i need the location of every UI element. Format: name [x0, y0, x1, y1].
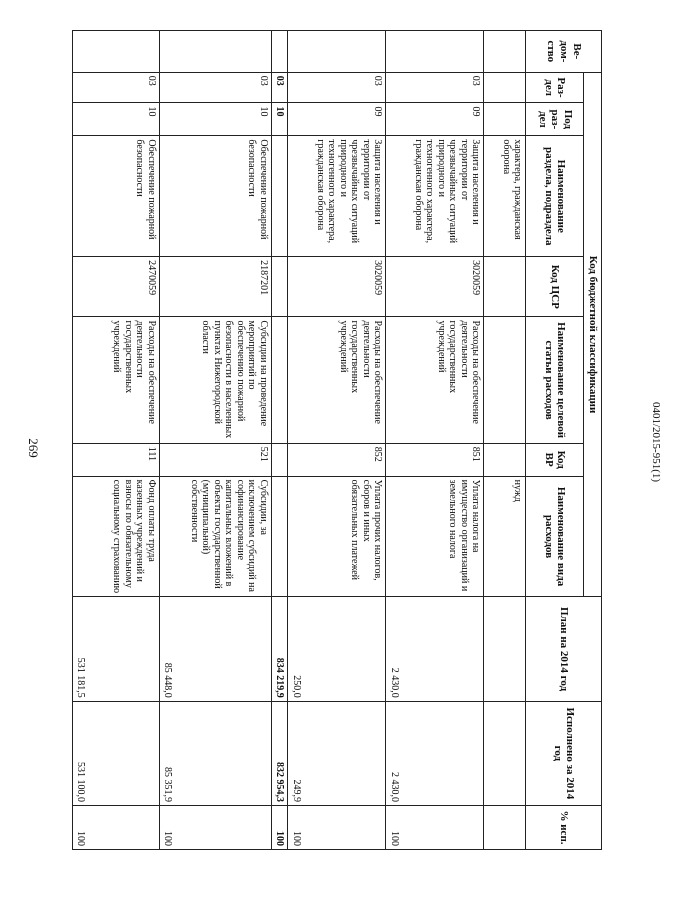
table-row	[386, 31, 484, 850]
header-razdel: Раз-дел	[526, 72, 584, 103]
table-row	[288, 31, 386, 850]
cell-csr-name	[271, 317, 288, 443]
cell-vedomstvo	[386, 31, 484, 73]
cell-vr: 852	[288, 443, 386, 476]
cell-vr-name: Субсидии, за исключением субсидий на софинансирование капитальных вложений в объекты государственной (муниципальной) собственности	[159, 476, 271, 597]
cell-razdel: 03	[159, 72, 271, 103]
cell-csr: 2470059	[73, 257, 160, 317]
header-vr-name: Наименование вида расходов	[526, 476, 584, 597]
cell-csr-name: Расходы на обеспечение деятельности государственных учреждений	[73, 317, 160, 443]
cell-ispolneno: 85 351,9	[159, 701, 271, 805]
cell-vr-name	[271, 476, 288, 597]
cell-plan: 834 219,9	[271, 597, 288, 701]
cell-podrazdel	[484, 103, 526, 136]
cell-percent: 100	[271, 806, 288, 850]
cell-vr: 521	[159, 443, 271, 476]
cell-plan: 85 448,0	[159, 597, 271, 701]
cell-vr-name: Фонд оплаты труда казенных учреждений и взносы по обязательному социальному страхованию	[73, 476, 160, 597]
cell-plan: 531 181,5	[73, 597, 160, 701]
cell-csr-name	[484, 317, 526, 443]
cell-podrazdel: 10	[73, 103, 160, 136]
cell-razdel: 03	[73, 72, 160, 103]
cell-plan: 2 430,0	[386, 597, 484, 701]
cell-razdel: 03	[386, 72, 484, 103]
budget-classification-table	[72, 30, 602, 850]
cell-razdel-name: Защита населения и территории от чрезвычайных ситуаций природного и техногенного характера, гражданская оборона	[288, 136, 386, 257]
header-csr: Код ЦСР	[526, 257, 584, 317]
cell-podrazdel: 09	[386, 103, 484, 136]
cell-vr-name: Уплата прочих налогов, сборов и иных обязательных платежей	[288, 476, 386, 597]
cell-percent: 100	[73, 806, 160, 850]
cell-percent: 100	[386, 806, 484, 850]
cell-csr: 2187201	[159, 257, 271, 317]
cell-ispolneno: 2 430,0	[386, 701, 484, 805]
cell-vedomstvo	[484, 31, 526, 73]
cell-csr-name: Расходы на обеспечение деятельности государственных учреждений	[288, 317, 386, 443]
cell-podrazdel: 09	[288, 103, 386, 136]
cell-vr: 111	[73, 443, 160, 476]
cell-ispolneno: 249,9	[288, 701, 386, 805]
budget-table-container	[72, 30, 602, 850]
cell-ispolneno: 531 100,0	[73, 701, 160, 805]
table-row	[484, 31, 526, 850]
cell-razdel-name: Обеспечение пожарной безопасности	[73, 136, 160, 257]
header-plan: План на 2014 год	[526, 597, 602, 701]
header-vr: Код ВР	[526, 443, 584, 476]
cell-razdel-name: Защита населения и территории от чрезвычайных ситуаций природного и техногенного характера, гражданская оборона	[386, 136, 484, 257]
table-row	[159, 31, 271, 850]
cell-percent: 100	[159, 806, 271, 850]
cell-vr-name: нужд	[484, 476, 526, 597]
cell-vedomstvo	[159, 31, 271, 73]
cell-ispolneno: 832 954,3	[271, 701, 288, 805]
cell-csr-name: Расходы на обеспечение деятельности государственных учреждений	[386, 317, 484, 443]
header-percent: % исп.	[526, 806, 602, 850]
rotated-table	[72, 30, 602, 850]
cell-csr	[484, 257, 526, 317]
document-code: 0401/2015-951(1)	[650, 401, 663, 483]
header-csr-name: Наименование целевой статьи расходов	[526, 317, 584, 443]
cell-podrazdel: 10	[271, 103, 288, 136]
cell-razdel	[484, 72, 526, 103]
cell-csr	[271, 257, 288, 317]
cell-plan: 250,0	[288, 597, 386, 701]
cell-percent	[484, 806, 526, 850]
cell-csr: 3020059	[288, 257, 386, 317]
cell-razdel: 03	[271, 72, 288, 103]
cell-csr: 3020059	[386, 257, 484, 317]
header-group-classification: Код бюджетной классификации	[584, 72, 602, 597]
cell-vr	[484, 443, 526, 476]
cell-vr	[271, 443, 288, 476]
cell-razdel-name: Обеспечение пожарной безопасности	[159, 136, 271, 257]
cell-percent: 100	[288, 806, 386, 850]
cell-vr: 851	[386, 443, 484, 476]
header-vedomstvo: Ве-дом-ство	[526, 31, 602, 73]
cell-razdel-name: характера, гражданская оборона	[484, 136, 526, 257]
cell-podrazdel: 10	[159, 103, 271, 136]
table-row	[73, 31, 160, 850]
header-podrazdel: Под раз-дел	[526, 103, 584, 136]
cell-vedomstvo	[288, 31, 386, 73]
cell-csr-name: Субсидии на проведение мероприятий по обеспечению пожарной безопасности в населенных пунктах Нижегородской области	[159, 317, 271, 443]
cell-razdel-name	[271, 136, 288, 257]
header-razdel-name: Наименование раздела, подраздела	[526, 136, 584, 257]
cell-vedomstvo	[73, 31, 160, 73]
cell-ispolneno	[484, 701, 526, 805]
cell-vr-name: Уплата налога на имущество организаций и земельного налога	[386, 476, 484, 597]
page-number: 269	[26, 438, 41, 458]
cell-vedomstvo	[271, 31, 288, 73]
cell-plan	[484, 597, 526, 701]
cell-razdel: 03	[288, 72, 386, 103]
header-ispolneno: Исполнено за 2014 год	[526, 701, 602, 805]
table-row-total	[271, 31, 288, 850]
